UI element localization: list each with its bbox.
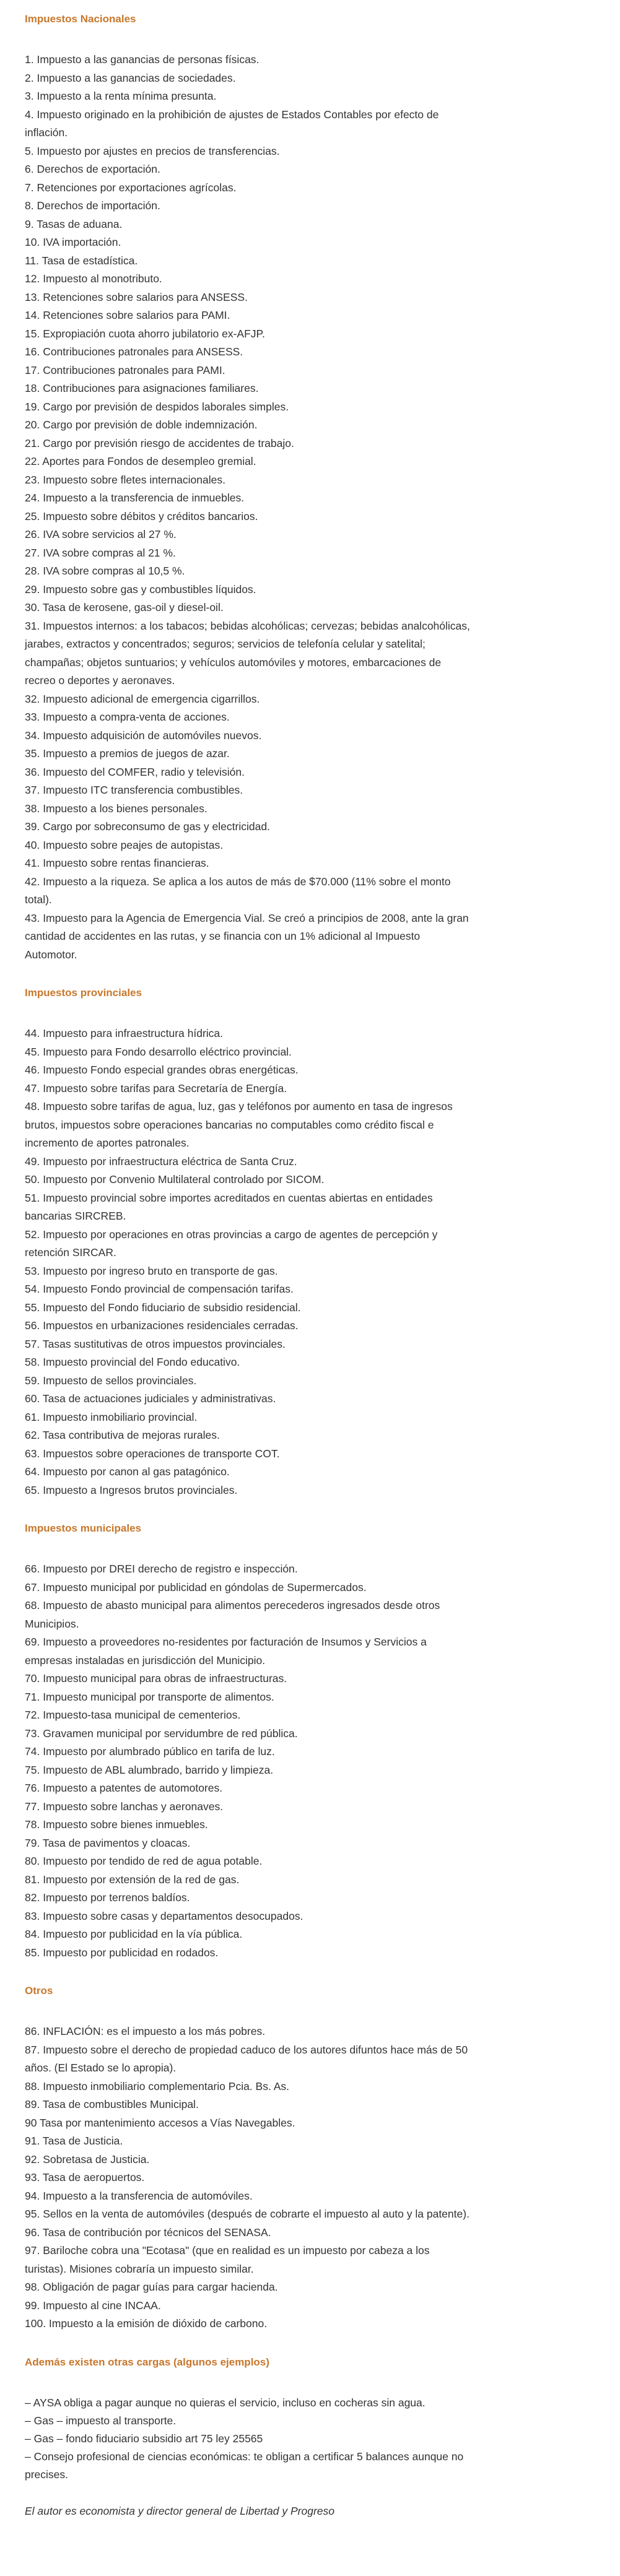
- tax-list-item: 66. Impuesto por DREI derecho de registro e inspección.: [25, 1563, 298, 1575]
- tax-list-item: 15. Expropiación cuota ahorro jubilatorio ex-AFJP.: [25, 327, 265, 340]
- tax-list-item: 48. Impuesto sobre tarifas de agua, luz, gas y teléfonos por aumento en tasa de ingresos brutos, impuestos sobre operaciones bancarias no computables como crédito fiscal e incremento de aportes patronales.: [25, 1100, 453, 1149]
- tax-list-item: 38. Impuesto a los bienes personales.: [25, 802, 207, 815]
- section-heading: Impuestos municipales: [25, 1522, 141, 1534]
- tax-list: [25, 1560, 471, 1962]
- heading-spacer: [25, 26, 595, 51]
- tax-list-item: 63. Impuestos sobre operaciones de transporte COT.: [25, 1447, 280, 1460]
- tax-list-item: 65. Impuesto a Ingresos brutos provinciales.: [25, 1483, 238, 1496]
- tax-list-item: 50. Impuesto por Convenio Multilateral controlado por SICOM.: [25, 1173, 325, 1186]
- tax-list-item: – Gas – fondo fiduciario subsidio art 75 ley 25565: [25, 2432, 263, 2445]
- heading-spacer: [25, 1998, 595, 2023]
- tax-list-item: 89. Tasa de combustibles Municipal.: [25, 2098, 199, 2110]
- tax-list-item: 64. Impuesto por canon al gas patagónico.: [25, 1465, 230, 1478]
- tax-list-item: 57. Tasas sustitutivas de otros impuestos provinciales.: [25, 1337, 286, 1350]
- tax-list-item: 59. Impuesto de sellos provinciales.: [25, 1374, 197, 1387]
- tax-list: [25, 2394, 471, 2484]
- tax-list-item: 99. Impuesto al cine INCAA.: [25, 2299, 161, 2312]
- tax-list-item: 96. Tasa de contribución por técnicos del SENASA.: [25, 2226, 271, 2239]
- tax-list-item: 71. Impuesto municipal por transporte de alimentos.: [25, 1690, 274, 1703]
- tax-list-item: 36. Impuesto del COMFER, radio y televisión.: [25, 765, 245, 778]
- tax-list-item: – AYSA obliga a pagar aunque no quieras el servicio, incluso en cocheras sin agua.: [25, 2396, 426, 2409]
- tax-list-item: 30. Tasa de kerosene, gas-oil y diesel-oil.: [25, 601, 224, 614]
- section-heading: Además existen otras cargas (algunos ejemplos): [25, 2356, 269, 2368]
- section-heading: Impuestos Nacionales: [25, 13, 136, 25]
- tax-list-item: 40. Impuesto sobre peajes de autopistas.: [25, 838, 224, 851]
- tax-list-item: 60. Tasa de actuaciones judiciales y administrativas.: [25, 1392, 276, 1405]
- tax-list: [25, 51, 471, 964]
- tax-list-item: 74. Impuesto por alumbrado público en tarifa de luz.: [25, 1745, 275, 1758]
- tax-list-item: 51. Impuesto provincial sobre importes acreditados en cuentas abiertas en entidades bancarias SIRCREB.: [25, 1191, 433, 1222]
- tax-list-item: 6. Derechos de exportación.: [25, 163, 160, 175]
- tax-list-item: 29. Impuesto sobre gas y combustibles líquidos.: [25, 583, 256, 596]
- section-spacer: [25, 964, 595, 986]
- section-heading: Impuestos provinciales: [25, 987, 142, 999]
- tax-list-item: 22. Aportes para Fondos de desempleo gremial.: [25, 455, 256, 467]
- tax-list-item: 16. Contribuciones patronales para ANSESS.: [25, 345, 243, 358]
- tax-list-item: 42. Impuesto a la riqueza. Se aplica a los autos de más de $70.000 (11% sobre el monto total).: [25, 875, 451, 906]
- tax-list-item: 35. Impuesto a premios de juegos de azar.: [25, 747, 230, 760]
- tax-list-item: 18. Contribuciones para asignaciones familiares.: [25, 382, 259, 394]
- tax-list-item: 94. Impuesto a la transferencia de automóviles.: [25, 2189, 253, 2202]
- tax-list-item: 62. Tasa contributiva de mejoras rurales.: [25, 1429, 220, 1441]
- tax-list-item: 37. Impuesto ITC transferencia combustibles.: [25, 784, 243, 796]
- tax-list-item: 76. Impuesto a patentes de automotores.: [25, 1782, 223, 1794]
- tax-list-item: 91. Tasa de Justicia.: [25, 2135, 123, 2147]
- tax-list-item: 32. Impuesto adicional de emergencia cigarrillos.: [25, 692, 260, 705]
- tax-list-item: 7. Retenciones por exportaciones agrícolas.: [25, 181, 237, 194]
- tax-list-item: 12. Impuesto al monotributo.: [25, 272, 162, 285]
- tax-list-item: 26. IVA sobre servicios al 27 %.: [25, 528, 177, 540]
- tax-list-item: 20. Cargo por previsión de doble indemnización.: [25, 418, 258, 431]
- tax-list-item: 85. Impuesto por publicidad en rodados.: [25, 1946, 219, 1959]
- tax-list-item: 80. Impuesto por tendido de red de agua potable.: [25, 1855, 263, 1867]
- tax-list-item: 97. Bariloche cobra una "Ecotasa" (que en realidad es un impuesto por cabeza a los turistas). Misiones cobraría un impuesto similar.: [25, 2244, 430, 2275]
- tax-list-item: 98. Obligación de pagar guías para cargar hacienda.: [25, 2281, 278, 2293]
- heading-spacer: [25, 1000, 595, 1025]
- tax-list-item: 25. Impuesto sobre débitos y créditos bancarios.: [25, 510, 258, 523]
- tax-list-item: 14. Retenciones sobre salarios para PAMI.: [25, 309, 230, 321]
- tax-list-item: 45. Impuesto para Fondo desarrollo eléctrico provincial.: [25, 1045, 292, 1058]
- tax-list-item: 52. Impuesto por operaciones en otras provincias a cargo de agentes de percepción y retención SIRCAR.: [25, 1228, 438, 1259]
- heading-spacer: [25, 1535, 595, 1560]
- tax-list-item: 27. IVA sobre compras al 21 %.: [25, 546, 176, 559]
- tax-list-item: 53. Impuesto por ingreso bruto en transporte de gas.: [25, 1264, 278, 1277]
- tax-list-item: 10. IVA importación.: [25, 236, 121, 248]
- tax-list-item: 24. Impuesto a la transferencia de inmuebles.: [25, 492, 245, 504]
- tax-list-item: 23. Impuesto sobre fletes internacionales.: [25, 473, 225, 486]
- tax-list-item: 39. Cargo por sobreconsumo de gas y electricidad.: [25, 820, 270, 833]
- tax-list-item: 100. Impuesto a la emisión de dióxido de carbono.: [25, 2317, 268, 2330]
- article-sections: [25, 12, 595, 2484]
- tax-list-item: 95. Sellos en la venta de automóviles (después de cobrarte el impuesto al auto y la patente).: [25, 2208, 469, 2220]
- tax-list-item: 78. Impuesto sobre bienes inmuebles.: [25, 1818, 208, 1831]
- section-spacer: [25, 2333, 595, 2356]
- tax-list-item: 43. Impuesto para la Agencia de Emergencia Vial. Se creó a principios de 2008, ante la gran cantidad de accidentes en las rutas, y se financia con un 1% adicional al Impuesto Automotor.: [25, 911, 469, 961]
- tax-list-item: 81. Impuesto por extensión de la red de gas.: [25, 1873, 240, 1886]
- tax-list-item: 11. Tasa de estadística.: [25, 254, 138, 267]
- tax-list-item: 88. Impuesto inmobiliario complementario Pcia. Bs. As.: [25, 2079, 289, 2092]
- tax-list: [25, 1025, 471, 1499]
- tax-list-item: 8. Derechos de importación.: [25, 199, 160, 212]
- tax-list-item: 2. Impuesto a las ganancias de sociedades.: [25, 71, 236, 84]
- tax-list-item: 9. Tasas de aduana.: [25, 217, 123, 230]
- tax-list-item: 67. Impuesto municipal por publicidad en góndolas de Supermercados.: [25, 1581, 367, 1594]
- tax-list-item: 75. Impuesto de ABL alumbrado, barrido y limpieza.: [25, 1763, 274, 1776]
- heading-spacer: [25, 2369, 595, 2394]
- tax-list-item: 3. Impuesto a la renta mínima presunta.: [25, 90, 217, 102]
- tax-list-item: 68. Impuesto de abasto municipal para alimentos perecederos ingresados desde otros Municipios.: [25, 1599, 440, 1630]
- tax-list-item: 92. Sobretasa de Justicia.: [25, 2153, 150, 2166]
- tax-list-item: 70. Impuesto municipal para obras de infraestructuras.: [25, 1672, 287, 1685]
- tax-list-item: 54. Impuesto Fondo provincial de compensación tarifas.: [25, 1283, 294, 1295]
- tax-list-item: 33. Impuesto a compra-venta de acciones.: [25, 711, 230, 723]
- tax-list-item: 19. Cargo por previsión de despidos laborales simples.: [25, 400, 289, 413]
- tax-list: [25, 2023, 471, 2333]
- tax-list-item: 44. Impuesto para infraestructura hídrica.: [25, 1027, 224, 1039]
- tax-list-item: 47. Impuesto sobre tarifas para Secretaría de Energía.: [25, 1082, 287, 1095]
- section-spacer: [25, 1962, 595, 1984]
- tax-list-item: 90 Tasa por mantenimiento accesos a Vías Navegables.: [25, 2116, 295, 2129]
- tax-list-item: 82. Impuesto por terrenos baldíos.: [25, 1891, 190, 1904]
- tax-list-item: 69. Impuesto a proveedores no-residentes por facturación de Insumos y Servicios a empresas instaladas en jurisdicción del Municipio.: [25, 1636, 427, 1667]
- tax-list-item: 61. Impuesto inmobiliario provincial.: [25, 1410, 198, 1423]
- tax-list-item: 87. Impuesto sobre el derecho de propiedad caduco de los autores difuntos hace más de 50 años. (El Estado se lo apropia).: [25, 2043, 468, 2074]
- tax-list-item: 17. Contribuciones patronales para PAMI.: [25, 363, 225, 376]
- tax-list-item: 93. Tasa de aeropuertos.: [25, 2171, 145, 2184]
- tax-list-item: 4. Impuesto originado en la prohibición de ajustes de Estados Contables por efecto de inflación.: [25, 108, 439, 139]
- tax-list-item: 49. Impuesto por infraestructura eléctrica de Santa Cruz.: [25, 1155, 297, 1168]
- tax-list-item: 34. Impuesto adquisición de automóviles nuevos.: [25, 729, 262, 742]
- section-spacer: [25, 1499, 595, 1522]
- tax-list-item: 73. Gravamen municipal por servidumbre de red pública.: [25, 1727, 298, 1740]
- tax-list-item: 84. Impuesto por publicidad en la vía pública.: [25, 1928, 243, 1940]
- tax-list-item: 31. Impuestos internos: a los tabacos; bebidas alcohólicas; cervezas; bebidas analcohólicas, jarabes, extractos y concentrados; seguros; servicios de telefonía celular y satelital; champañas; objetos suntuarios; y vehículos automóviles y motores, embarcaciones de recreo o deportes y aeronaves.: [25, 619, 470, 687]
- tax-list-item: 41. Impuesto sobre rentas financieras.: [25, 857, 209, 869]
- tax-list-item: 79. Tasa de pavimentos y cloacas.: [25, 1836, 191, 1849]
- section-heading: Otros: [25, 1985, 53, 1997]
- tax-list-item: 5. Impuesto por ajustes en precios de transferencias.: [25, 144, 280, 157]
- tax-list-item: 58. Impuesto provincial del Fondo educativo.: [25, 1356, 240, 1368]
- tax-list-item: – Consejo profesional de ciencias económicas: te obligan a certificar 5 balances aunque no precises.: [25, 2450, 464, 2481]
- tax-list-item: 86. INFLACIÓN: es el impuesto a los más pobres.: [25, 2025, 266, 2037]
- tax-list-item: – Gas – impuesto al transporte.: [25, 2414, 177, 2427]
- tax-list-item: 13. Retenciones sobre salarios para ANSESS.: [25, 290, 248, 303]
- tax-list-item: 46. Impuesto Fondo especial grandes obras energéticas.: [25, 1064, 299, 1076]
- tax-list-item: 21. Cargo por previsión riesgo de accidentes de trabajo.: [25, 436, 294, 449]
- tax-list-item: 28. IVA sobre compras al 10,5 %.: [25, 565, 185, 577]
- tax-list-item: 55. Impuesto del Fondo fiduciario de subsidio residencial.: [25, 1301, 301, 1314]
- tax-list-item: 72. Impuesto-tasa municipal de cementerios.: [25, 1709, 241, 1721]
- tax-list-item: 77. Impuesto sobre lanchas y aeronaves.: [25, 1800, 224, 1813]
- tax-list-item: 83. Impuesto sobre casas y departamentos desocupados.: [25, 1909, 303, 1922]
- author-note: El autor es economista y director general de Libertad y Progreso: [25, 2504, 334, 2517]
- tax-list-item: 1. Impuesto a las ganancias de personas físicas.: [25, 53, 260, 66]
- tax-list-item: 56. Impuestos en urbanizaciones residenciales cerradas.: [25, 1319, 299, 1332]
